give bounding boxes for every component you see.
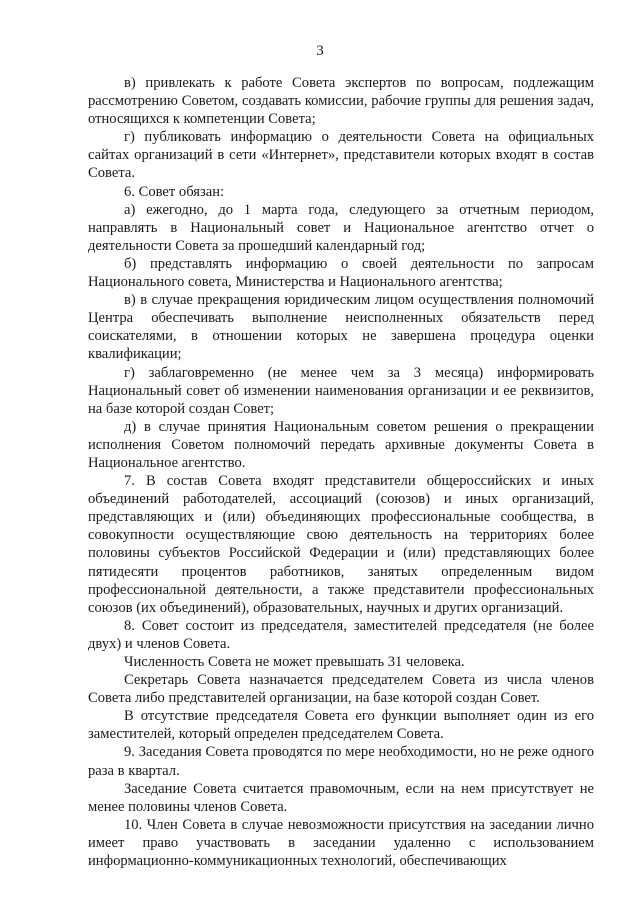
paragraph-8-absence: В отсутствие председателя Совета его функции выполняет один из его заместителей, который определен председателем Совета. [88, 708, 594, 743]
page-number: 3 [316, 43, 324, 59]
paragraph-7: 7. В состав Совета входят представители общероссийских и иных объединений работодателей, ассоциаций (союзов) и иных организаций, представляющих и (или) объединяющих профессиональные сообщества, в совокупности осуществляющие свою деятельность на территориях более половины субъектов Российской Федерации и (или) представляющих более пятидесяти процентов работников, занятых определенным видом профессиональной деятельности, а также представители профессиональных союзов (их объединений), образовательных, научных и других организаций. [88, 473, 594, 616]
paragraph-9-quorum: Заседание Совета считается правомочным, если на нем присутствует не менее половины членов Совета. [88, 780, 594, 815]
paragraph-6b: б) представлять информацию о своей деятельности по запросам Национального совета, Министерства и Национального агентства; [88, 255, 594, 291]
paragraph-6a: а) ежегодно, до 1 марта года, следующего за отчетным периодом, направлять в Национальный совет и Национальное агентство отчет о деятельности Совета за прошедший календарный год; [88, 201, 594, 254]
paragraph-8: 8. Совет состоит из председателя, заместителей председателя (не более двух) и членов Совета. [88, 617, 594, 652]
paragraph-8-size: Численность Совета не может превышать 31 человека. [124, 654, 465, 670]
paragraph-6d: д) в случае принятия Национальным советом решения о прекращении исполнения Советом полномочий передать архивные документы Совета в Национальное агентство. [88, 418, 594, 471]
paragraph-8-secretary: Секретарь Совета назначается председателем Совета из числа членов Совета либо представителей организации, на базе которой создан Совет. [88, 672, 594, 707]
paragraph-5v: в) привлекать к работе Совета экспертов по вопросам, подлежащим рассмотрению Советом, создавать комиссии, рабочие группы для решения задач, относящихся к компетенции Совета; [88, 75, 594, 128]
paragraph-9: 9. Заседания Совета проводятся по мере необходимости, но не реже одного раза в квартал. [88, 744, 594, 779]
paragraph-6: 6. Совет обязан: [124, 183, 225, 200]
paragraph-6v: в) в случае прекращения юридическим лицом осуществления полномочий Центра обеспечивать выполнение неисполненных обязательств перед соискателями, в отношении которых не завершена процедура оценки квалификации; [88, 292, 594, 363]
document-body [88, 74, 594, 870]
paragraph-10: 10. Член Совета в случае невозможности присутствия на заседании лично имеет право участвовать в заседании удаленно с использованием информационно-коммуникационных технологий, обеспечивающих [88, 816, 594, 870]
paragraph-5g: г) публиковать информацию о деятельности Совета на официальных сайтах организаций в сети «Интернет», представители которых входят в состав Совета. [88, 129, 594, 182]
paragraph-6g: г) заблаговременно (не менее чем за 3 месяца) информировать Национальный совет об изменении наименования организации и ее реквизитов, на базе которой создан Совет; [88, 364, 594, 417]
